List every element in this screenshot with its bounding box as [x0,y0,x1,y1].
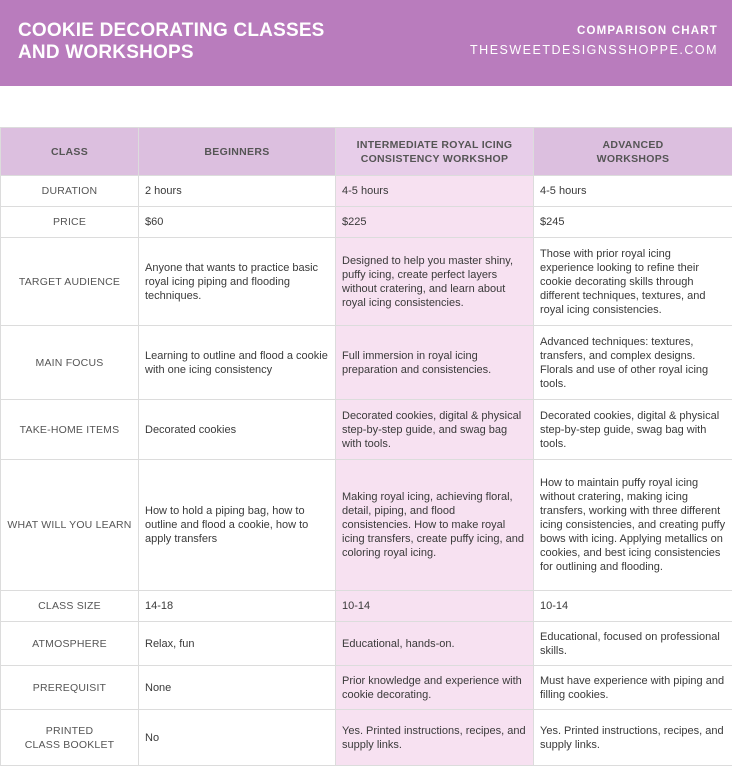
header-class: CLASS [1,128,139,176]
row-label-atmosphere: ATMOSPHERE [1,622,139,666]
header-banner [0,0,732,86]
row-label-prerequisit: PREREQUISIT [1,666,139,710]
cell-intermediate: Educational, hands-on. [336,622,534,666]
cell-intermediate: 10-14 [336,591,534,622]
cell-intermediate: $225 [336,207,534,238]
cell-advanced: 4-5 hours [534,176,732,207]
table-header-row [1,128,732,176]
row-label-duration: DURATION [1,176,139,207]
cell-intermediate: Making royal icing, achieving floral, detail, piping, and flood consistencies. How to make royal icing transfers, create puffy icing, and coloring royal icing. [336,460,534,591]
row-label-take-home-items: TAKE-HOME ITEMS [1,400,139,460]
cell-beginners: Anyone that wants to practice basic royal icing piping and flooding techniques. [139,238,336,326]
table-row [1,176,732,207]
comparison-table [0,127,732,766]
title-line-1: COOKIE DECORATING CLASSES [18,20,325,41]
row-label-target-audience: TARGET AUDIENCE [1,238,139,326]
banner-info [470,25,718,57]
row-label-line-1: PRINTED [45,724,94,737]
website-url: THESWEETDESIGNSSHOPPE.COM [470,43,718,57]
cell-intermediate: Prior knowledge and experience with cookie decorating. [336,666,534,710]
comparison-chart-label: COMPARISON CHART [576,25,718,37]
table-row [1,238,732,326]
cell-beginners: $60 [139,207,336,238]
cell-advanced: Advanced techniques: textures, transfers, and complex designs. Florals and use of other royal icing tools. [534,326,732,400]
cell-beginners: How to hold a piping bag, how to outline and flood a cookie, how to apply transfers [139,460,336,591]
table-row [1,666,732,710]
cell-intermediate: Designed to help you master shiny, puffy icing, create perfect layers without cratering, and learn about royal icing consistencies. [336,238,534,326]
header-advanced-text: ADVANCED WORKSHOPS [596,138,670,165]
cell-advanced: Must have experience with piping and filling cookies. [534,666,732,710]
cell-intermediate: 4-5 hours [336,176,534,207]
cell-intermediate: Decorated cookies, digital & physical step-by-step guide, and swag bag with tools. [336,400,534,460]
cell-advanced: 10-14 [534,591,732,622]
header-intermediate [336,128,534,176]
cell-beginners: No [139,710,336,766]
cell-advanced: Decorated cookies, digital & physical step-by-step guide, swag bag with tools. [534,400,732,460]
table-row [1,622,732,666]
cell-advanced: How to maintain puffy royal icing without cratering, making icing transfers, working with three different icing consistencies, and creating puffy bows with icing. Applying metallics on cookies, and best icing consistencies for outlining and flooding. [534,460,732,591]
header-advanced [534,128,732,176]
cell-advanced: Yes. Printed instructions, recipes, and supply links. [534,710,732,766]
table-row [1,400,732,460]
table-row [1,460,732,591]
table-row [1,710,732,766]
cell-beginners: Relax, fun [139,622,336,666]
cell-beginners: Learning to outline and flood a cookie with one icing consistency [139,326,336,400]
table-row [1,326,732,400]
title-line-2: AND WORKSHOPS [18,42,194,63]
row-label-what-will-you-learn: WHAT WILL YOU LEARN [1,460,139,591]
cell-beginners: Decorated cookies [139,400,336,460]
cell-intermediate: Yes. Printed instructions, recipes, and supply links. [336,710,534,766]
cell-advanced: $245 [534,207,732,238]
cell-advanced: Those with prior royal icing experience looking to refine their cookie decorating skills through different techniques, textures, and royal icing consistencies. [534,238,732,326]
row-label-main-focus: MAIN FOCUS [1,326,139,400]
cell-beginners: 14-18 [139,591,336,622]
table-row [1,207,732,238]
page-title [18,20,398,64]
cell-advanced: Educational, focused on professional skills. [534,622,732,666]
cell-intermediate: Full immersion in royal icing preparation and consistencies. [336,326,534,400]
header-intermediate-text: INTERMEDIATE ROYAL ICING CONSISTENCY WORKSHOP [356,138,513,165]
row-label-price: PRICE [1,207,139,238]
table-row [1,591,732,622]
row-label-printed-class-booklet [1,710,139,766]
cell-beginners: 2 hours [139,176,336,207]
row-label-class-size: CLASS SIZE [1,591,139,622]
cell-beginners: None [139,666,336,710]
row-label-line-2: CLASS BOOKLET [24,738,115,751]
header-beginners: BEGINNERS [139,128,336,176]
